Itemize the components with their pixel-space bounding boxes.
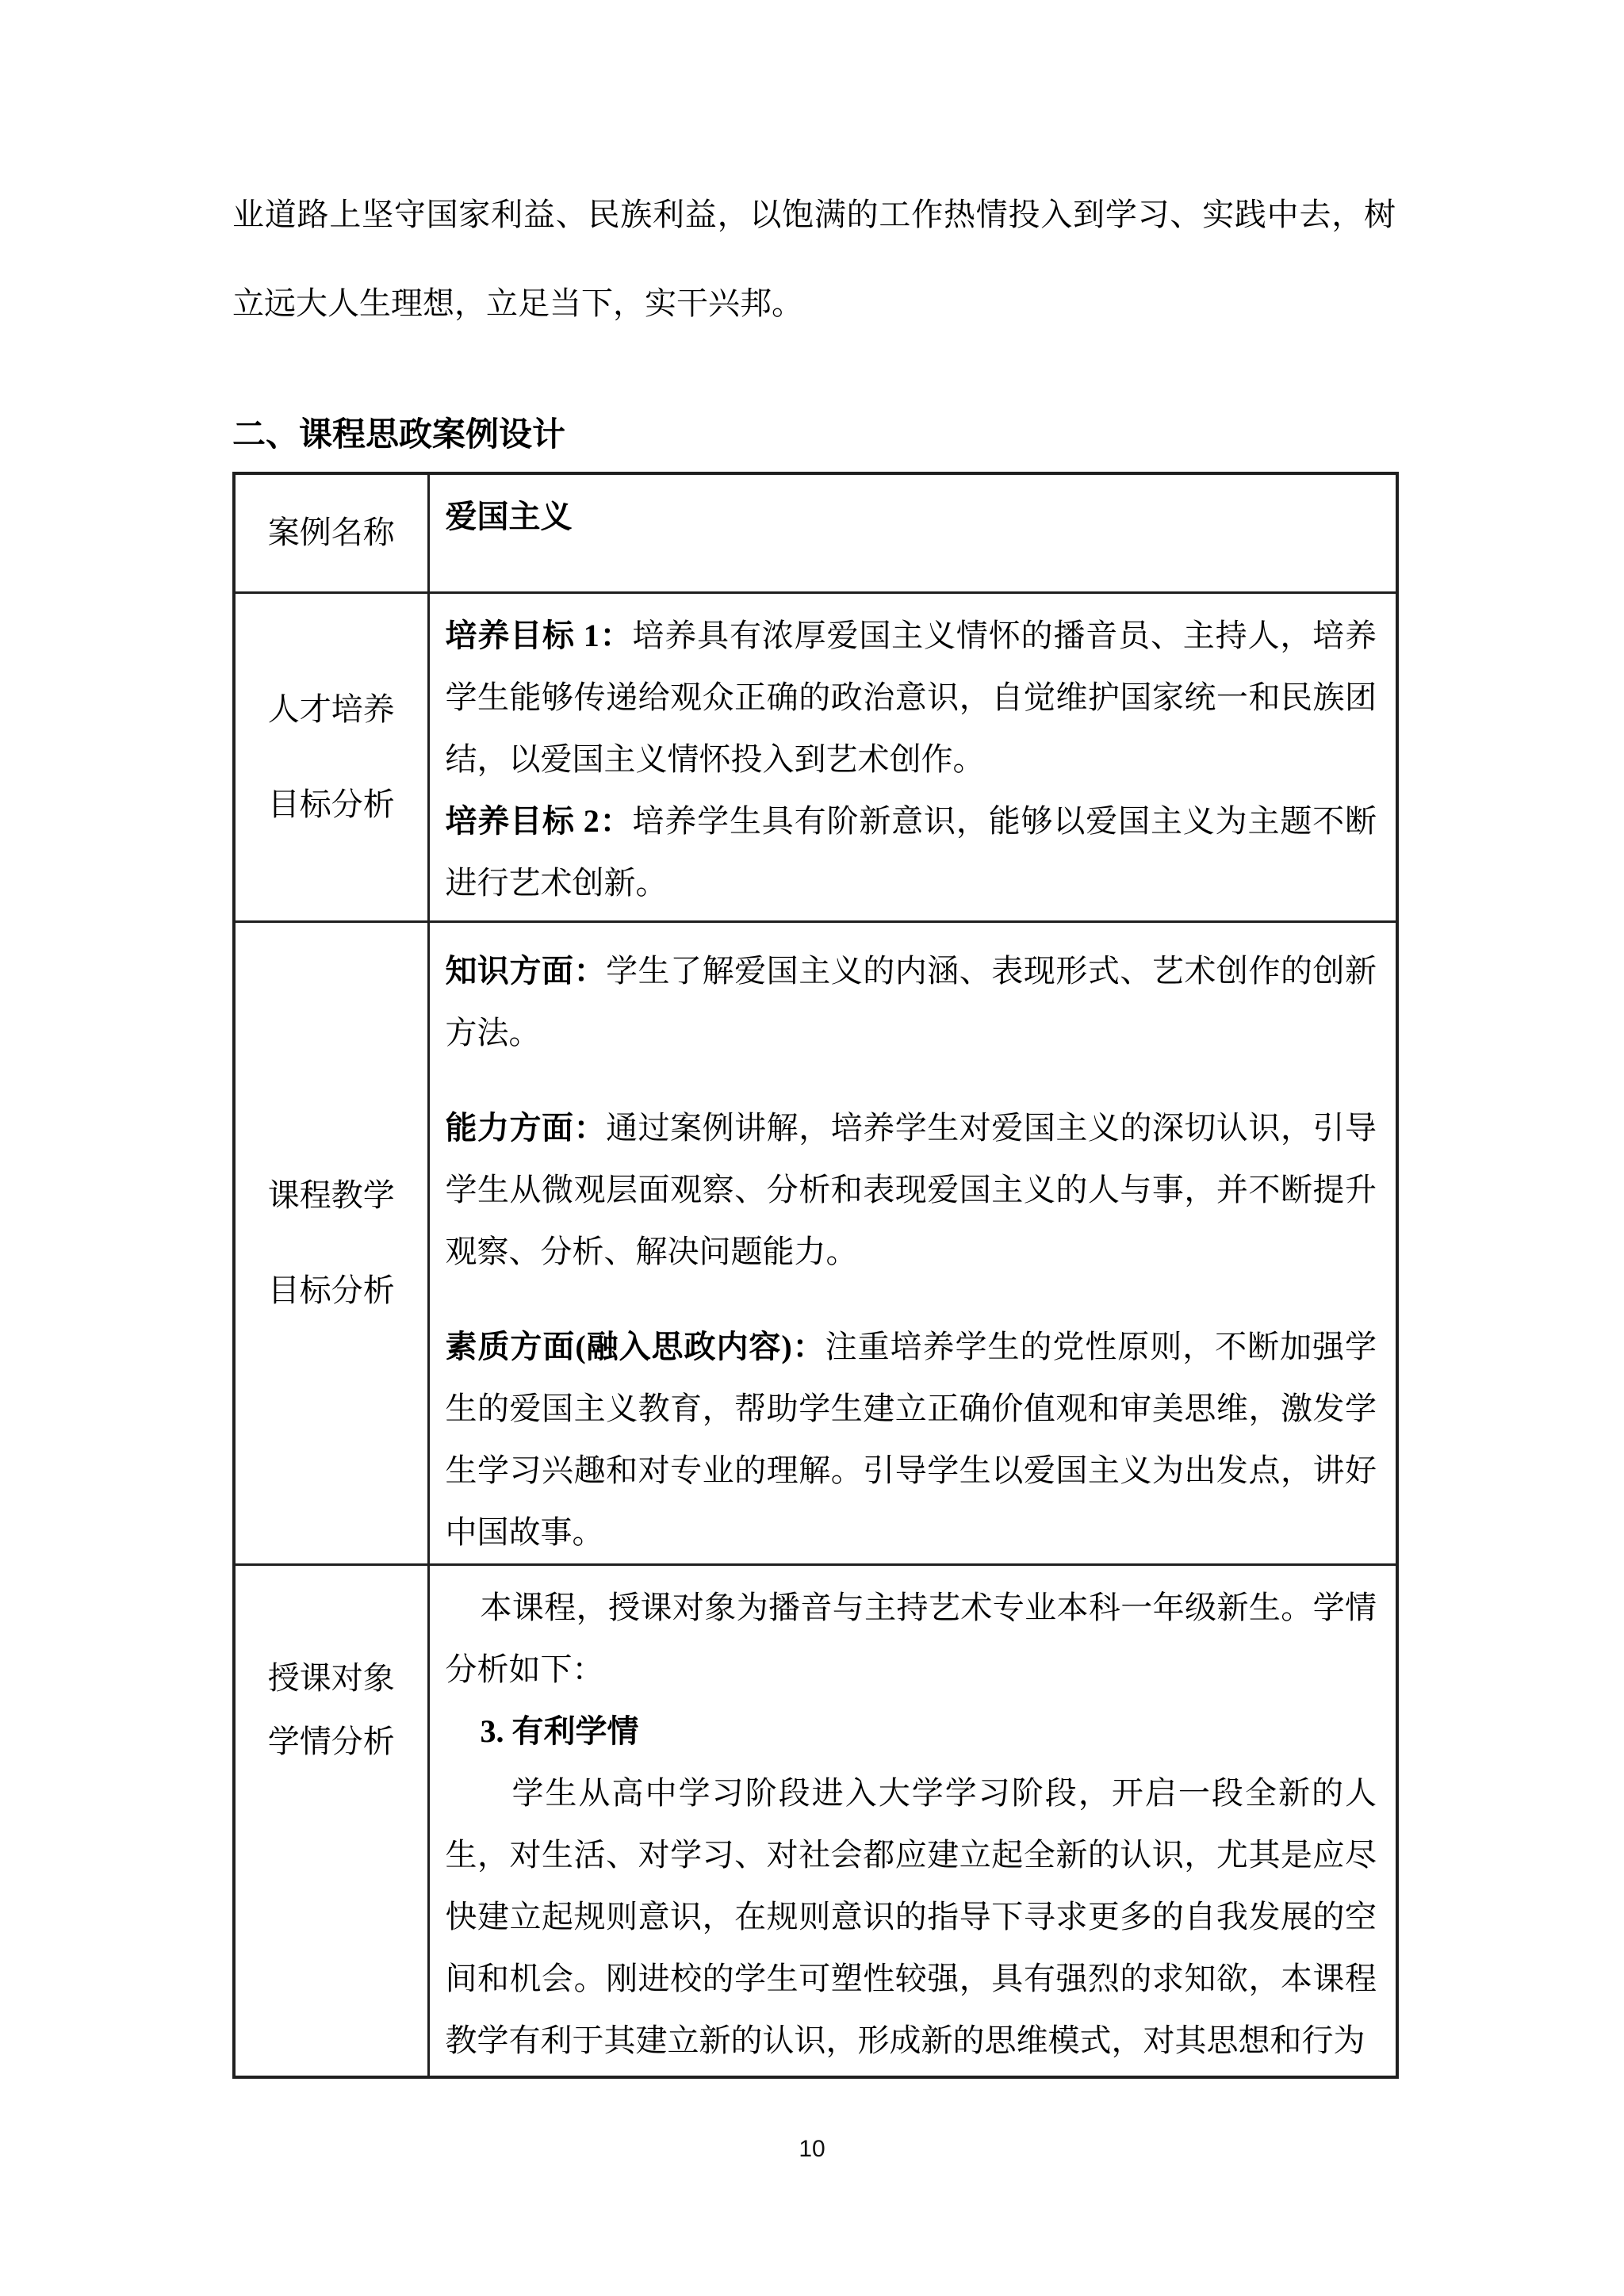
header-line: 学情分析 xyxy=(267,1723,395,1759)
paragraph: 爱国主义 xyxy=(445,499,573,534)
paragraph: 能力方面：通过案例讲解，培养学生对爱国主义的深切认识，引导学生从微观层面观察、分析和表现爱国主义的人与事，并不断提升观察、分析、解决问题能力。 xyxy=(445,1109,1377,1269)
page-number: 10 xyxy=(799,2136,825,2162)
cell-case-name xyxy=(428,473,1397,592)
cell-talent-goals xyxy=(428,592,1397,921)
intro-paragraph: 业道路上坚守国家利益、民族利益，以饱满的工作热情投入到学习、实践中去，树立远大人生理想，立足当下，实干兴邦。 xyxy=(232,197,1396,321)
cell-teaching-goals xyxy=(428,921,1397,1564)
header-line: 授课对象 xyxy=(267,1659,395,1696)
paragraph: 知识方面：学生了解爱国主义的内涵、表现形式、艺术创作的创新方法。 xyxy=(445,952,1377,1050)
paragraph: 素质方面(融入思政内容)：注重培养学生的党性原则，不断加强学生的爱国主义教育，帮助学生建立正确价值观和审美思维，激发学生学习兴趣和对专业的理解。引导学生以爱国主义为出发点，讲好中国故事。 xyxy=(445,1328,1377,1550)
table-row-students-analysis xyxy=(234,1564,1397,2077)
table-row-teaching-goals xyxy=(234,921,1397,1564)
page-content xyxy=(232,170,1396,2079)
section-heading: 二、课程思政案例设计 xyxy=(232,417,566,453)
header-line: 目标分析 xyxy=(267,786,395,822)
header-line: 课程教学 xyxy=(267,1177,395,1213)
row-header-case-name xyxy=(234,473,428,592)
header-line: 目标分析 xyxy=(267,1272,395,1308)
row-header-students-analysis xyxy=(234,1564,428,2077)
table-row-talent-goals xyxy=(234,592,1397,921)
paragraph: 学生从高中学习阶段进入大学学习阶段，开启一段全新的人生，对生活、对学习、对社会都应建立起全新的认识，尤其是应尽快建立起规则意识，在规则意识的指导下寻求更多的自我发展的空间和机会。刚进校的学生可塑性较强，具有强烈的求知欲，本课程教学有利于其建立新的认识，形成新的思维模式，对其思想和行为 xyxy=(445,1774,1377,2058)
table-row-case-name xyxy=(234,473,1397,592)
paragraph: 培养目标 1：培养具有浓厚爱国主义情怀的播音员、主持人，培养学生能够传递给观众正确的政治意识，自觉维护国家统一和民族团结，以爱国主义情怀投入到艺术创作。 xyxy=(445,617,1377,777)
cell-students-analysis xyxy=(428,1564,1397,2077)
header-line: 人才培养 xyxy=(267,691,395,727)
row-header-teaching-goals xyxy=(234,921,428,1564)
paragraph: 本课程，授课对象为播音与主持艺术专业本科一年级新生。学情分析如下： xyxy=(445,1589,1377,1687)
case-design-table xyxy=(232,472,1399,2079)
paragraph: 培养目标 2：培养学生具有阶新意识，能够以爱国主义为主题不断进行艺术创新。 xyxy=(445,802,1377,901)
header-line: 案例名称 xyxy=(267,515,395,551)
paragraph: 3. 有利学情 xyxy=(480,1712,639,1749)
row-header-talent-goals xyxy=(234,592,428,921)
